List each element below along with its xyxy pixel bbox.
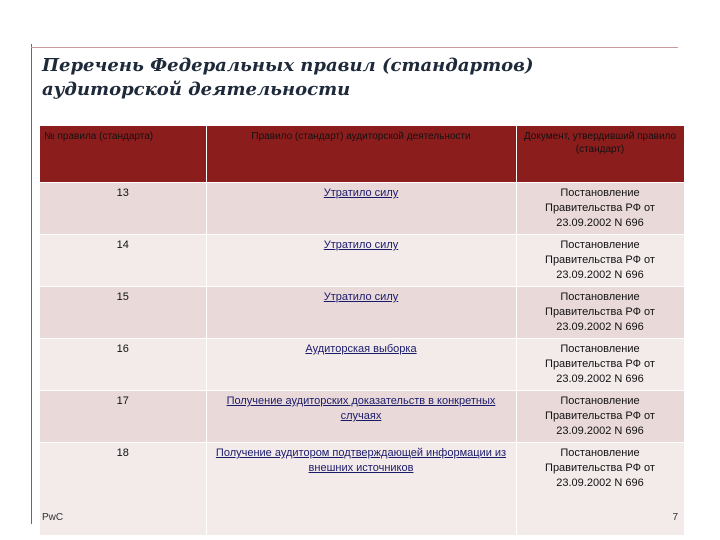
page-number: 7	[672, 512, 678, 523]
rule-number-cell: 18	[40, 443, 206, 535]
rule-number-cell: 14	[40, 235, 206, 287]
rule-number-cell: 15	[40, 287, 206, 339]
document-cell: Постановление Правительства РФ от 23.09.2002 N 696	[516, 443, 684, 535]
rule-name-link[interactable]: Аудиторская выборка	[305, 343, 417, 355]
rule-name-link[interactable]: Утратило силу	[323, 187, 399, 199]
header-approving-document: Документ, утвердивший правило (стандарт)	[516, 126, 684, 183]
rule-name-link[interactable]: Утратило силу	[323, 291, 399, 303]
rule-name-link[interactable]: Утратило силу	[323, 239, 399, 251]
document-cell: Постановление Правительства РФ от 23.09.2002 N 696	[516, 183, 684, 235]
rule-name-cell	[206, 235, 516, 287]
table-row	[40, 339, 684, 391]
table-row	[40, 443, 684, 535]
page-title-line-2: аудиторской деятельности	[42, 79, 351, 100]
table-row	[40, 287, 684, 339]
rule-name-cell	[206, 287, 516, 339]
document-cell: Постановление Правительства РФ от 23.09.2002 N 696	[516, 391, 684, 443]
header-rule-number: № правила (стандарта)	[40, 126, 206, 183]
document-cell: Постановление Правительства РФ от 23.09.2002 N 696	[516, 287, 684, 339]
rule-name-cell	[206, 339, 516, 391]
page-title	[42, 54, 662, 102]
document-cell: Постановление Правительства РФ от 23.09.2002 N 696	[516, 339, 684, 391]
table-row	[40, 183, 684, 235]
rule-number-cell: 13	[40, 183, 206, 235]
standards-table	[40, 126, 685, 535]
rule-name-cell	[206, 391, 516, 443]
table-row	[40, 391, 684, 443]
left-accent-line	[31, 44, 32, 524]
rule-number-cell: 17	[40, 391, 206, 443]
rule-name-link[interactable]: Получение аудиторских доказательств в конкретных случаях	[226, 395, 496, 422]
rule-name-cell	[206, 183, 516, 235]
table-header-row	[40, 126, 684, 183]
rule-number-cell: 16	[40, 339, 206, 391]
rule-name-cell	[206, 443, 516, 535]
header-rule-name: Правило (стандарт) аудиторской деятельности	[206, 126, 516, 183]
table-row	[40, 235, 684, 287]
top-divider-line	[31, 47, 678, 48]
page-title-line-1: Перечень Федеральных правил (стандартов)	[42, 55, 534, 76]
footer-brand: PwC	[42, 512, 64, 523]
document-cell: Постановление Правительства РФ от 23.09.2002 N 696	[516, 235, 684, 287]
rule-name-link[interactable]: Получение аудитором подтверждающей информации из внешних источников	[215, 447, 507, 474]
